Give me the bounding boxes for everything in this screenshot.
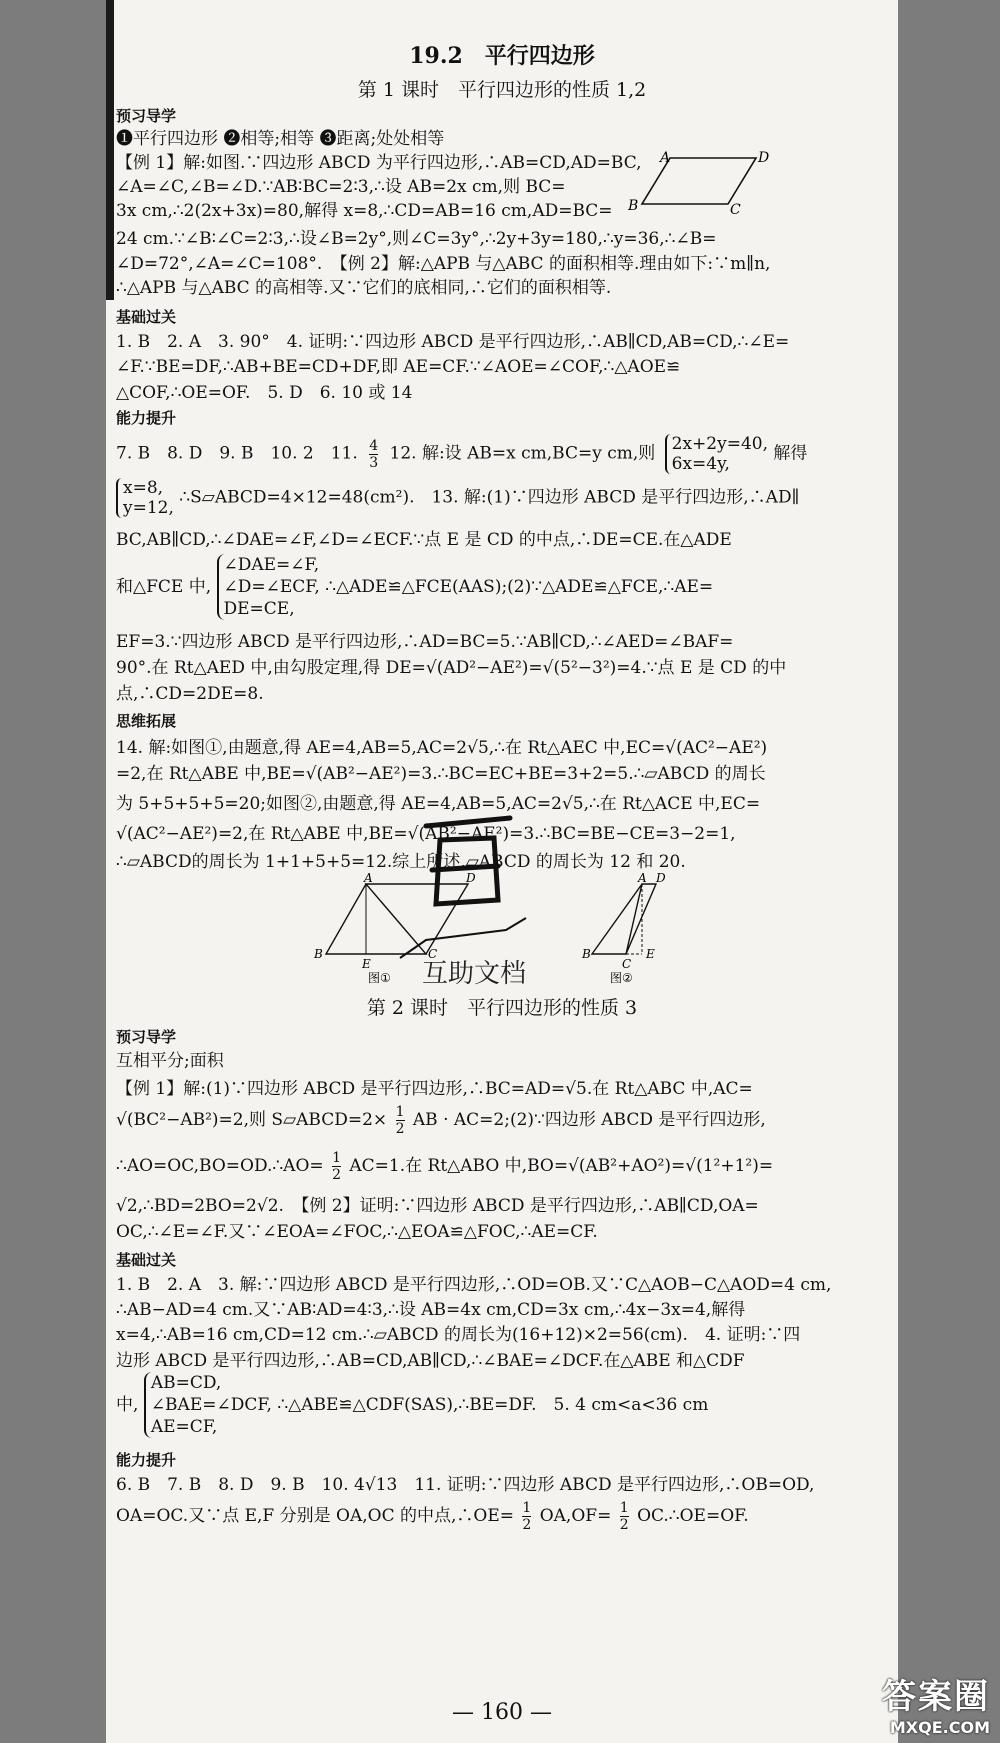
fig-label: D: [758, 150, 770, 166]
lesson2-line: x=4,∴AB=16 cm,CD=12 cm.∴▱ABCD 的周长为(16+12)×2=56(cm). 4. 证明:∵四: [116, 1325, 801, 1345]
svg-text:B: B: [582, 947, 591, 961]
svg-text:A: A: [364, 871, 373, 885]
page-number: — 160 —: [452, 1700, 552, 1725]
lesson1-extension-heading: 思维拓展: [116, 712, 177, 730]
lesson2-line: ∴AO=OC,BO=OD.∴AO= $\frac{1}{2}$ AC=1.在 Rt△ABO 中,BO=√(AB²+AO²)=√(1²+1²)=: [116, 1150, 774, 1183]
lesson1-line: ∠F.∵BE=DF,∴AB+BE=CD+DF,即 AE=CF.∵∠AOE=∠COF,∴△AOE≌: [116, 357, 681, 377]
equation-system: AB=CD, ∠BAE=∠DCF, AE=CF,: [144, 1372, 272, 1438]
stamp-logo: [386, 808, 546, 988]
lesson2-line: 中, AB=CD, ∠BAE=∠DCF, AE=CF, ∴△ABE≌△CDF(SAS),∴BE=DF. 5. 4 cm<a<36 cm: [116, 1373, 709, 1437]
lesson2-preview-heading: 预习导学: [116, 1028, 177, 1046]
lesson1-ability-heading: 能力提升: [116, 409, 177, 427]
parallelogram-figure: [626, 148, 770, 218]
lesson1-line: 3x cm,∴2(2x+3x)=80,解得 x=8,∴CD=AB=16 cm,AD=BC=: [116, 201, 613, 221]
svg-text:D: D: [656, 871, 666, 885]
svg-text:C: C: [428, 947, 438, 961]
svg-text:A: A: [638, 871, 647, 885]
fraction: $\frac{1}{2}$: [619, 1500, 629, 1533]
equation-system: ∠DAE=∠F, ∠D=∠ECF, DE=CE,: [217, 554, 320, 620]
svg-text:E: E: [646, 947, 655, 961]
lesson2-title: 第 2 课时 平行四边形的性质 3: [366, 997, 638, 1019]
lesson1-line: ∠A=∠C,∠B=∠D.∵AB∶BC=2∶3,∴设 AB=2x cm,则 BC=: [116, 177, 566, 197]
lesson1-line: 为 5+5+5+5=20;如图②,由题意,得 AE=4,AB=5,AC=2√5,∴在 Rt△ACE 中,EC=: [116, 794, 761, 814]
answer-page: [106, 0, 898, 1743]
lesson2-line: ∴AB−AD=4 cm.又∵AB∶AD=4∶3,∴设 AB=4x cm,CD=3x cm,∴4x−3x=4,解得: [116, 1300, 746, 1320]
lesson1-line: 7. B 8. D 9. B 10. 2 11. $\frac{4}{3}$ 12. 解:设 AB=x cm,BC=y cm,则 2x+2y=40, 6x=4y, 解得: [116, 434, 808, 474]
lesson1-line: 14. 解:如图①,由题意,得 AE=4,AB=5,AC=2√5,∴在 Rt△AEC 中,EC=√(AC²−AE²): [116, 738, 768, 758]
lesson1-line: △COF,∴OE=OF. 5. D 6. 10 或 14: [116, 383, 413, 403]
fraction: $\frac{4}{3}$: [369, 437, 379, 471]
lesson2-line: 【例 1】解:(1)∵四边形 ABCD 是平行四边形,∴BC=AD=√5.在 Rt△ABC 中,AC=: [116, 1079, 753, 1099]
lesson2-line: √2,∴BD=2BO=2√2. 【例 2】证明:∵四边形 ABCD 是平行四边形,∴AB∥CD,OA=: [116, 1196, 759, 1216]
lesson2-line: 1. B 2. A 3. 解:∵四边形 ABCD 是平行四边形,∴OD=OB.又∵C△AOB−C△AOD=4 cm,: [116, 1275, 832, 1295]
lesson1-line: 【例 1】解:如图.∵四边形 ABCD 为平行四边形,∴AB=CD,AD=BC,: [116, 153, 642, 173]
fraction: $\frac{1}{2}$: [522, 1500, 532, 1533]
equation-system: x=8, y=12,: [116, 478, 174, 518]
fig-label: B: [628, 198, 639, 214]
lesson2-ability-heading: 能力提升: [116, 1451, 177, 1469]
lesson1-line: =2,在 Rt△ABE 中,BE=√(AB²−AE²)=3.∴BC=EC+BE=3+2=5.∴▱ABCD 的周长: [116, 764, 766, 784]
section-title: 19.2 平行四边形: [409, 43, 595, 69]
fig-label: A: [660, 150, 671, 166]
fraction: $\frac{1}{2}$: [332, 1150, 341, 1183]
lesson1-line: 1. B 2. A 3. 90° 4. 证明:∵四边形 ABCD 是平行四边形,∴AB∥CD,AB=CD,∴∠E=: [116, 332, 790, 352]
lesson2-line: 互相平分;面积: [116, 1051, 224, 1071]
svg-text:C: C: [622, 957, 632, 971]
lesson2-line: 6. B 7. B 8. D 9. B 10. 4√13 11. 证明:∵四边形 ABCD 是平行四边形,∴OB=OD,: [116, 1475, 815, 1495]
watermark-logo: 答案圈 MXQE.COM: [882, 1677, 990, 1737]
lesson1-preview-heading: 预习导学: [116, 107, 177, 125]
stamp-text: 互助文档: [422, 959, 527, 989]
lesson1-line: 和△FCE 中, ∠DAE=∠F, ∠D=∠ECF, DE=CE, ∴△ADE≌△FCE(AAS);(2)∵△ADE≌△FCE,∴AE=: [116, 555, 714, 619]
fig-label: C: [730, 202, 741, 218]
lesson2-line: OC,∴∠E=∠F.又∵∠EOA=∠FOC,∴△EOA≌△FOC,∴AE=CF.: [116, 1222, 598, 1242]
fraction: $\frac{1}{2}$: [395, 1104, 405, 1137]
lesson1-line: √(AC²−AE²)=2,在 Rt△ABE 中,BE=√(AB²−AE²)=3.∴BC=BE−CE=3−2=1,: [116, 824, 736, 844]
lesson2-line: 边形 ABCD 是平行四边形,∴AB=CD,AB∥CD,∴∠BAE=∠DCF.在△ABE 和△CDF: [116, 1351, 745, 1371]
lesson2-line: OA=OC.又∵点 E,F 分别是 OA,OC 的中点,∴OE= $\frac{1}{2}$ OA,OF= $\frac{1}{2}$ OC.∴OE=OF.: [116, 1500, 749, 1533]
lesson2-basic-heading: 基础过关: [116, 1251, 177, 1269]
lesson1-line: 24 cm.∵∠B∶∠C=2∶3,∴设∠B=2y°,则∠C=3y°,∴2y+3y=180,∴y=36,∴∠B=: [116, 229, 717, 249]
svg-text:D: D: [466, 871, 476, 885]
lesson1-line: BC,AB∥CD,∴∠DAE=∠F,∠D=∠ECF.∵点 E 是 CD 的中点,∴DE=CE.在△ADE: [116, 530, 732, 550]
equation-system: 2x+2y=40, 6x=4y,: [665, 434, 768, 474]
lesson1-basic-heading: 基础过关: [116, 308, 177, 326]
lesson1-line: EF=3.∵四边形 ABCD 是平行四边形,∴AD=BC=5.∵AB∥CD,∴∠AED=∠BAF=: [116, 632, 734, 652]
lesson1-line: ❶平行四边形 ❷相等;相等 ❸距离;处处相等: [116, 129, 445, 149]
lesson1-line: x=8, y=12, ∴S▱ABCD=4×12=48(cm²). 13. 解:(1)∵四边形 ABCD 是平行四边形,∴AD∥: [116, 478, 890, 524]
svg-text:B: B: [314, 947, 323, 961]
svg-text:图②: 图②: [610, 971, 633, 985]
lesson1-line: 点,∴CD=2DE=8.: [116, 684, 264, 704]
svg-text:E: E: [362, 957, 371, 971]
lesson1-line: ∴△APB 与△ABC 的高相等.又∵它们的底相同,∴它们的面积相等.: [116, 278, 612, 298]
lesson1-line: ∴▱ABCD的周长为 1+1+5+5=12.综上所述,▱ABCD 的周长为 12 和 20.: [116, 852, 686, 872]
lesson1-line: ∠D=72°,∠A=∠C=108°. 【例 2】解:△APB 与△ABC 的面积相等.理由如下:∵m∥n,: [116, 254, 771, 274]
lesson2-line: √(BC²−AB²)=2,则 S▱ABCD=2× $\frac{1}{2}$ AB · AC=2;(2)∵四边形 ABCD 是平行四边形,: [116, 1104, 766, 1137]
svg-text:图①: 图①: [368, 971, 391, 985]
lesson1-line: 90°.在 Rt△AED 中,由勾股定理,得 DE=√(AD²−AE²)=√(5²−3²)=4.∵点 E 是 CD 的中: [116, 658, 787, 678]
lesson1-title: 第 1 课时 平行四边形的性质 1,2: [357, 79, 647, 101]
